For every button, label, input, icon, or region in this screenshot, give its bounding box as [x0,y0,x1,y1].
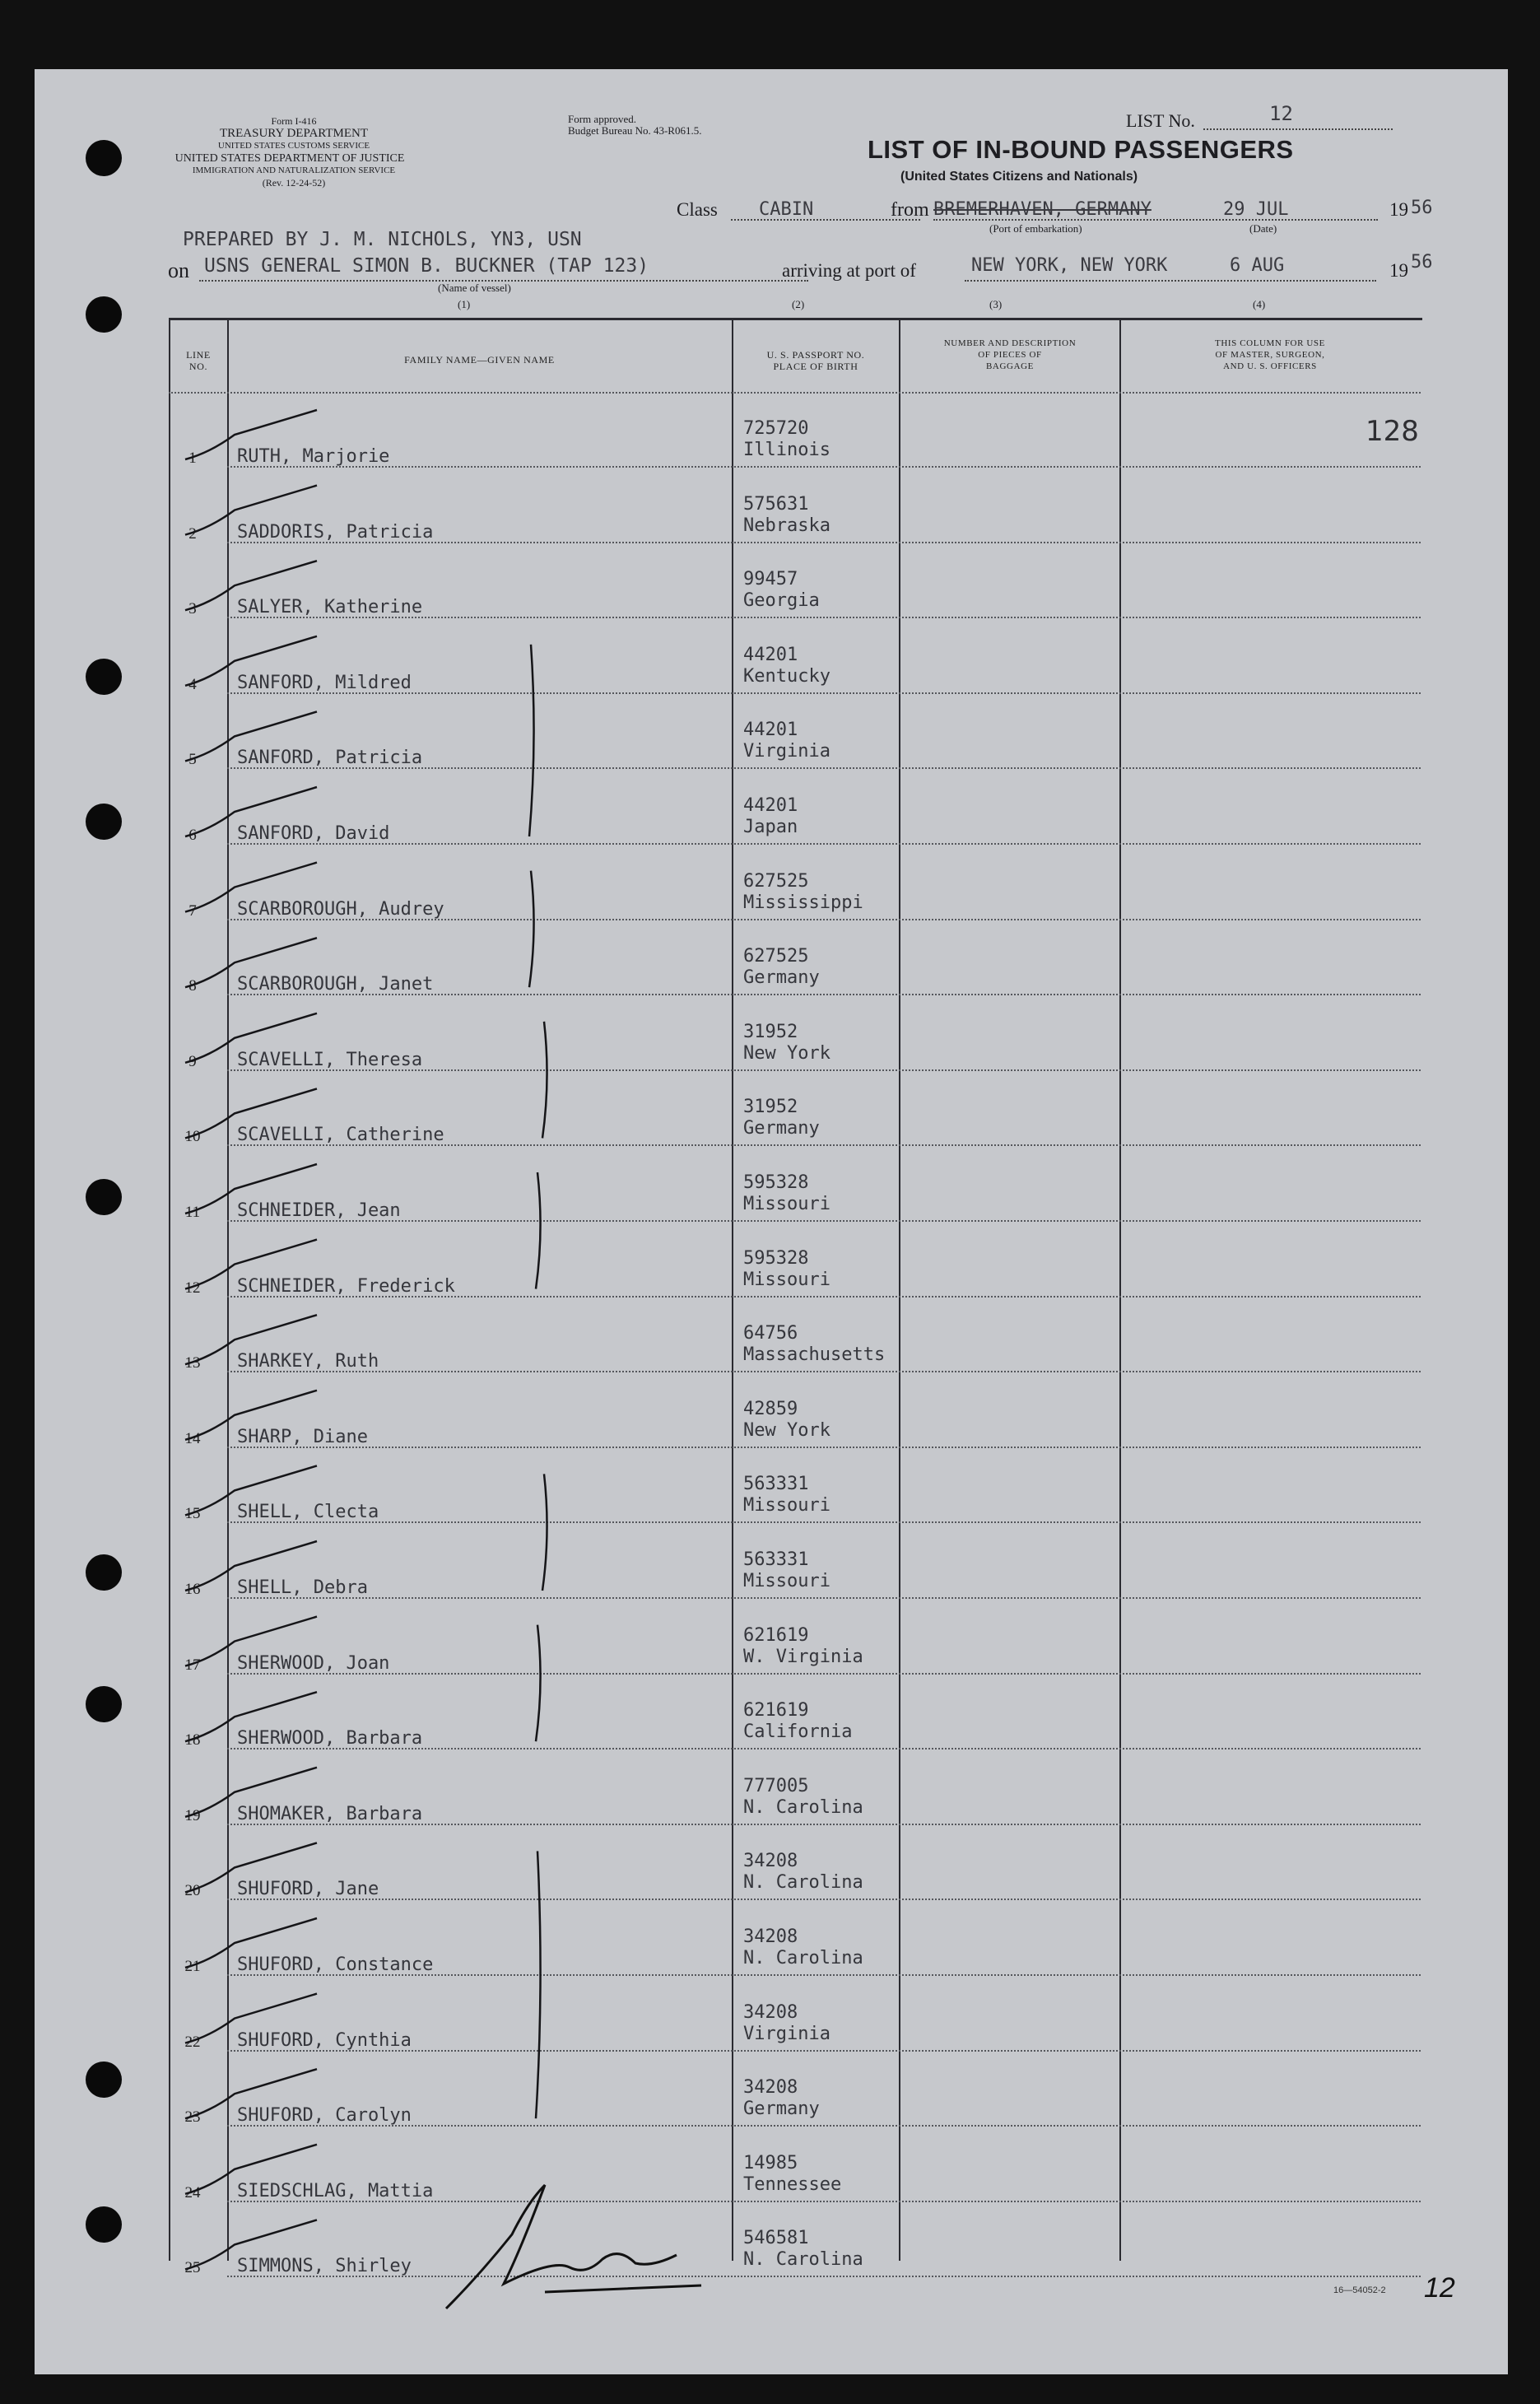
place-of-birth: N. Carolina [743,1948,863,1968]
passport-number: 34208 [743,2077,798,2099]
passport-number: 34208 [743,1851,798,1872]
passenger-name: SHELL, Clecta [237,1502,379,1523]
passenger-name: SADDORIS, Patricia [237,521,434,543]
table-row [169,1148,1422,1223]
passenger-name: SANFORD, David [237,823,390,844]
table-row [169,2052,1422,2128]
row-divider [227,1069,1421,1072]
manifest-sheet [35,69,1508,2374]
passenger-name: SHARP, Diane [237,1426,368,1447]
table-row [169,1223,1422,1299]
place-of-birth: Virginia [743,2023,830,2044]
form-revision: (Rev. 12-24-52) [262,177,326,189]
place-of-birth: New York [743,1042,830,1064]
passport-number: 64756 [743,1323,798,1344]
line-number: 24 [184,2183,201,2201]
date-caption: (Date) [1249,222,1277,235]
row-divider [227,617,1421,619]
row-divider [227,1824,1421,1826]
col-marker-1: (1) [458,298,471,310]
row-divider [227,692,1421,695]
passport-number: 621619 [743,1624,809,1646]
table-row [169,695,1422,771]
table-row [169,1978,1422,2053]
line-number: 19 [184,1806,201,1824]
place-of-birth: Kentucky [743,665,830,687]
officer-note: 128 [1366,415,1419,448]
customs-service: UNITED STATES CUSTOMS SERVICE [217,141,370,151]
passenger-name: SHELL, Debra [237,1577,368,1598]
page-title: LIST OF IN-BOUND PASSENGERS [868,135,1294,164]
line-number: 3 [188,600,197,618]
line-number: 7 [188,902,197,920]
ins-service: IMMIGRATION AND NATURALIZATION SERVICE [192,165,396,175]
passenger-name: SCHNEIDER, Frederick [237,1275,455,1297]
line-number: 12 [184,1279,201,1297]
place-of-birth: California [743,1721,853,1743]
passport-number: 563331 [743,1474,809,1495]
binder-hole [86,804,122,840]
table-row [169,1826,1422,1902]
arriving-label: arriving at port of [782,260,916,281]
table-row [169,1751,1422,1827]
place-of-birth: Virginia [743,741,830,762]
arrival-port: NEW YORK, NEW YORK [971,255,1168,276]
class-value: CABIN [759,199,814,220]
passport-number: 34208 [743,1926,798,1947]
passenger-name: SIEDSCHLAG, Mattia [237,2180,434,2201]
row-divider [227,2125,1421,2127]
col-marker-4: (4) [1253,298,1266,310]
table-row [169,1902,1422,1978]
table-row [169,2128,1422,2204]
passport-number: 563331 [743,1549,809,1570]
place-of-birth: W. Virginia [743,1646,863,1667]
binder-hole [86,1179,122,1215]
passenger-name: SHERWOOD, Barbara [237,1728,423,1749]
passenger-name: SCARBOROUGH, Audrey [237,898,444,920]
row-divider [227,466,1421,468]
line-number: 14 [184,1429,201,1447]
row-divider [227,2050,1421,2052]
line-number: 1 [188,450,197,467]
col-header-officers: THIS COLUMN FOR USE OF MASTER, SURGEON, AND U. S. OFFICERS [1215,338,1325,371]
line-number: 20 [184,1882,201,1900]
class-label: Class [677,199,718,220]
place-of-birth: Germany [743,2099,820,2120]
page-subtitle: (United States Citizens and Nationals) [900,170,1138,184]
passport-number: 14985 [743,2152,798,2173]
passport-number: 42859 [743,1398,798,1419]
line-number: 10 [184,1128,201,1146]
list-number-value: 12 [1269,102,1293,125]
line-number: 23 [184,2108,201,2127]
list-number-line [1203,128,1393,130]
line-number: 4 [188,675,197,693]
passenger-name: SCAVELLI, Theresa [237,1049,423,1070]
binder-hole [86,140,122,176]
table-row [169,1374,1422,1450]
passport-number: 725720 [743,418,809,439]
col-header-baggage: NUMBER AND DESCRIPTION OF PIECES OF BAGGAGE [943,338,1077,371]
passport-number: 777005 [743,1775,809,1796]
place-of-birth: Missouri [743,1269,830,1290]
row-divider [227,2201,1421,2203]
from-label: from [891,199,929,221]
passport-number: 99457 [743,569,798,590]
list-number-label: LIST No. [1126,110,1195,131]
passenger-name: SCAVELLI, Catherine [237,1125,444,1146]
table-row [169,1298,1422,1374]
line-number: 17 [184,1656,201,1674]
arrival-date: 6 AUG [1230,255,1285,276]
row-divider [227,1974,1421,1977]
vessel-name: USNS GENERAL SIMON B. BUCKNER (TAP 123) [204,255,649,277]
line-number: 18 [184,1731,201,1749]
table-row [169,921,1422,997]
budget-bureau: Budget Bureau No. 43-R061.5. [568,124,702,137]
passenger-name: SANFORD, Mildred [237,672,412,693]
line-number: 9 [188,1052,197,1070]
form-approved: Form approved. [568,113,637,125]
place-of-birth: N. Carolina [743,1872,863,1894]
passenger-name: SHARKEY, Ruth [237,1351,379,1372]
row-divider [227,1371,1421,1373]
table-row [169,394,1422,469]
passport-number: 31952 [743,1097,798,1118]
col-header-line-no: LINE NO. [186,349,211,372]
passport-number: 34208 [743,2001,798,2023]
binder-hole [86,659,122,695]
row-divider [227,767,1421,770]
passport-number: 575631 [743,493,809,515]
passenger-name: SHOMAKER, Barbara [237,1803,423,1824]
place-of-birth: Illinois [743,440,830,460]
line-number: 8 [188,977,197,995]
print-code: 16—54052-2 [1333,2285,1386,2295]
arrival-year: 56 [1411,252,1433,273]
justice-department: UNITED STATES DEPARTMENT OF JUSTICE [174,152,405,165]
passport-number: 621619 [743,1700,809,1721]
place-of-birth: New York [743,1419,830,1441]
on-label: on [168,259,189,282]
place-of-birth: Tennessee [743,2173,842,2195]
passenger-name: SHUFORD, Jane [237,1879,379,1900]
table-row [169,846,1422,922]
row-divider [227,1899,1421,1901]
table-row [169,544,1422,620]
arrival-year-prefix: 19 [1389,260,1408,281]
row-divider [227,1521,1421,1524]
passenger-name: SHUFORD, Constance [237,1954,434,1975]
row-divider [227,1597,1421,1600]
passport-number: 595328 [743,1247,809,1269]
row-divider [227,542,1421,544]
row-divider [227,994,1421,996]
table-row [169,469,1422,545]
embarkation-port: BREMERHAVEN, GERMANY [933,199,1152,220]
row-divider [227,1296,1421,1298]
line-number: 22 [184,2033,201,2051]
passenger-name: SHUFORD, Cynthia [237,2029,412,2051]
table-row [169,1600,1422,1676]
departure-date: 29 JUL [1223,199,1289,220]
place-of-birth: Germany [743,967,820,989]
passport-number: 44201 [743,795,798,816]
page-mark: 12 [1424,2272,1455,2304]
passport-number: 627525 [743,946,809,967]
col-header-passport: U. S. PASSPORT NO. PLACE OF BIRTH [766,349,865,372]
place-of-birth: Missouri [743,1495,830,1516]
table-row [169,2203,1422,2279]
line-number: 25 [184,2259,201,2277]
line-number: 11 [184,1204,201,1221]
prepared-by: PREPARED BY J. M. NICHOLS, YN3, USN [183,229,582,250]
treasury-department: TREASURY DEPARTMENT [219,127,369,140]
place-of-birth: Germany [743,1118,820,1139]
form-approval [568,114,701,137]
table-row [169,997,1422,1073]
row-divider [227,1748,1421,1750]
passenger-name: SCHNEIDER, Jean [237,1200,401,1221]
passenger-name: SHUFORD, Carolyn [237,2105,412,2127]
row-divider [227,1447,1421,1449]
line-number: 13 [184,1354,201,1372]
passport-number: 546581 [743,2228,809,2249]
line-number: 6 [188,827,197,844]
place-of-birth: Missouri [743,1194,830,1214]
table-row [169,620,1422,696]
form-agency-block [158,115,430,189]
place-of-birth: Georgia [743,590,820,612]
binder-hole [86,296,122,333]
form-number: Form I-416 [271,115,317,127]
passenger-name: RUTH, Marjorie [237,446,390,467]
passport-number: 627525 [743,870,809,892]
passenger-name: SCARBOROUGH, Janet [237,974,434,995]
passenger-name: SANFORD, Patricia [237,748,423,769]
passenger-table [169,318,1422,2277]
vessel-caption: (Name of vessel) [438,282,511,294]
binder-hole [86,2206,122,2243]
departure-year: 56 [1411,198,1433,218]
passport-number: 44201 [743,644,798,665]
row-divider [227,1673,1421,1675]
place-of-birth: Japan [743,817,798,837]
port-caption: (Port of embarkation) [989,222,1082,235]
row-divider [227,843,1421,846]
place-of-birth: Missouri [743,1571,830,1591]
line-number: 16 [184,1581,201,1598]
table-row [169,1072,1422,1148]
line-number: 21 [184,1958,201,1975]
table-row [169,1525,1422,1600]
row-divider [227,919,1421,921]
binder-hole [86,1686,122,1722]
row-divider [227,2276,1421,2278]
arrival-line [965,280,1376,282]
place-of-birth: Nebraska [743,515,830,536]
row-divider [227,1144,1421,1147]
col-marker-3: (3) [989,298,1003,310]
passenger-name: SHERWOOD, Joan [237,1652,390,1674]
place-of-birth: N. Carolina [743,1796,863,1818]
passport-number: 31952 [743,1021,798,1042]
table-row [169,1675,1422,1751]
table-row [169,1449,1422,1525]
place-of-birth: Mississippi [743,892,863,913]
table-top-border [169,318,1422,320]
row-divider [227,1220,1421,1223]
line-number: 5 [188,751,197,769]
passenger-name: SALYER, Katherine [237,597,423,618]
passport-number: 595328 [743,1172,809,1193]
passport-number: 44201 [743,720,798,741]
binder-hole [86,2062,122,2098]
binder-hole [86,1554,122,1591]
line-number: 2 [188,524,197,543]
place-of-birth: Massachusetts [743,1344,886,1366]
table-row [169,771,1422,846]
place-of-birth: N. Carolina [743,2249,863,2271]
line-number: 15 [184,1505,201,1523]
passenger-name: SIMMONS, Shirley [237,2256,412,2277]
col-marker-2: (2) [792,298,805,310]
col-header-name: FAMILY NAME—GIVEN NAME [404,354,555,366]
departure-year-prefix: 19 [1389,199,1408,220]
